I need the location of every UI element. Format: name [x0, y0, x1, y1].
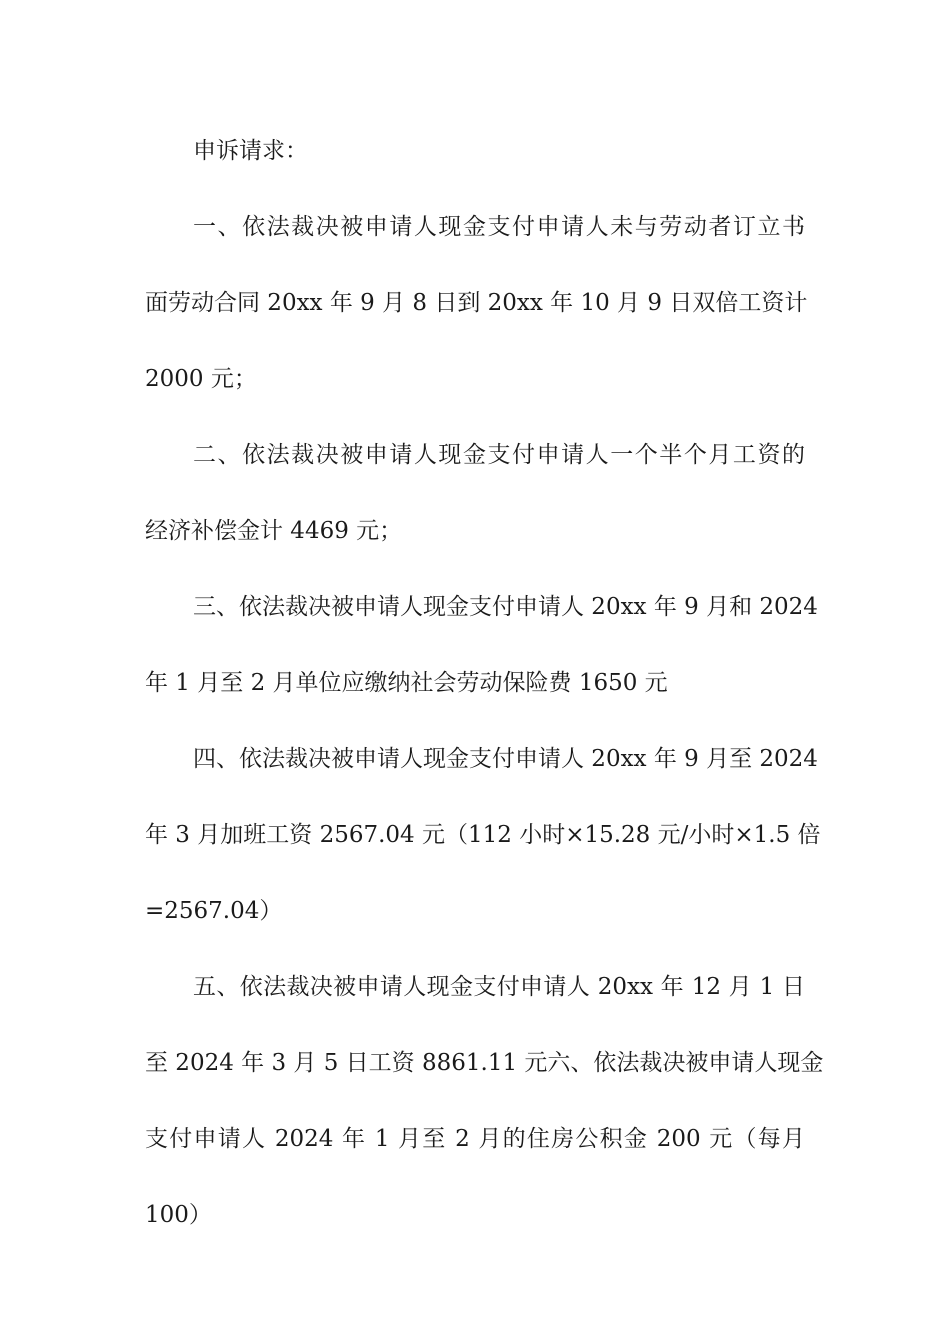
claim-4-line-2: 年 3 月加班工资 2567.04 元（112 小时×15.28 元/小时×1.5 倍 [145, 822, 821, 848]
heading: 申诉请求： [193, 138, 308, 164]
claim-6-line-1: 支付申请人 2024 年 1 月至 2 月的住房公积金 200 元（每月 [145, 1126, 805, 1152]
claim-1-line-2: 面劳动合同 20xx 年 9 月 8 日到 20xx 年 10 月 9 日双倍工资计 [145, 290, 808, 316]
claim-3-line-1: 三、依法裁决被申请人现金支付申请人 20xx 年 9 月和 2024 [193, 594, 818, 620]
claim-1-line-3: 2000 元； [145, 366, 257, 392]
claim-1-line-1: 一、依法裁决被申请人现金支付申请人未与劳动者订立书 [193, 214, 805, 240]
claim-5-line-2: 至 2024 年 3 月 5 日工资 8861.11 元六、依法裁决被申请人现金 [145, 1050, 824, 1076]
claim-2-line-2: 经济补偿金计 4469 元； [145, 518, 403, 544]
claim-4-line-1: 四、依法裁决被申请人现金支付申请人 20xx 年 9 月至 2024 [193, 746, 818, 772]
claim-6-line-2: 100） [145, 1202, 212, 1228]
claim-5-line-1: 五、依法裁决被申请人现金支付申请人 20xx 年 12 月 1 日 [193, 974, 805, 1000]
claim-3-line-2: 年 1 月至 2 月单位应缴纳社会劳动保险费 1650 元 [145, 670, 668, 696]
claim-4-line-3: =2567.04） [145, 898, 283, 924]
claim-2-line-1: 二、依法裁决被申请人现金支付申请人一个半个月工资的 [193, 442, 805, 468]
